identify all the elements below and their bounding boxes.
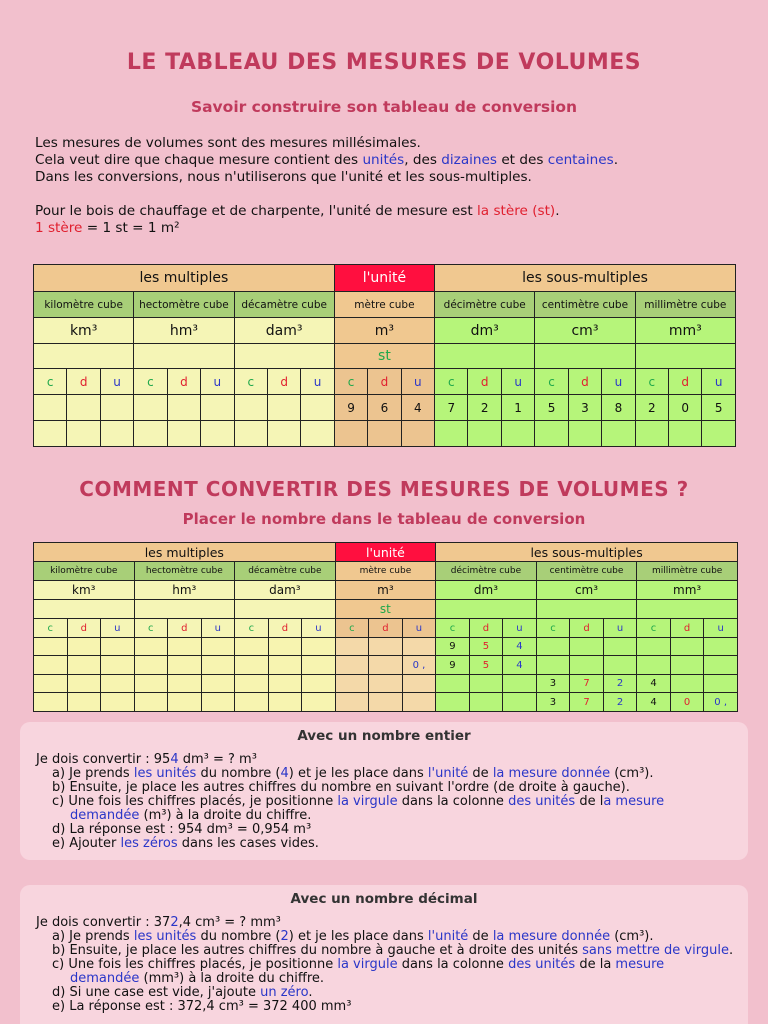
table-cell xyxy=(401,421,434,447)
st-empty xyxy=(134,600,235,619)
cdu-cell: u xyxy=(100,369,133,395)
intro-line-1: Les mesures de volumes sont des mesures millésimales. xyxy=(35,135,421,151)
table-cell xyxy=(268,638,302,656)
cdu-cell: c xyxy=(234,369,267,395)
table-cell xyxy=(335,638,369,656)
cdu-cell: u xyxy=(201,369,234,395)
box-line: a) Je prends les unités du nombre (4) et je les place dans l'unité de la mesure donnée (cm³). xyxy=(52,766,654,781)
page-title: LE TABLEAU DES MESURES DE VOLUMES xyxy=(126,50,642,75)
table-cell xyxy=(301,395,334,421)
table-cell xyxy=(570,638,604,656)
table-cell xyxy=(469,675,503,693)
cdu-cell: u xyxy=(301,369,334,395)
cdu-cell: d xyxy=(67,369,100,395)
table-cell xyxy=(368,421,401,447)
section-subtitle-placer: Placer le nombre dans le tableau de conversion xyxy=(182,510,586,528)
table-cell xyxy=(670,675,704,693)
table-cell xyxy=(704,675,738,693)
intro-line-3: Dans les conversions, nous n'utiliserons que l'unité et les sous-multiples. xyxy=(35,169,532,185)
st-empty xyxy=(34,344,134,369)
symbol-st: st xyxy=(335,600,436,619)
table-cell: 7 xyxy=(570,693,604,712)
table-cell xyxy=(302,675,336,693)
box-text xyxy=(36,916,748,1014)
st-empty xyxy=(235,600,336,619)
st-empty xyxy=(34,600,135,619)
table-cell xyxy=(335,693,369,712)
box-line: Je dois convertir : 372,4 cm³ = ? mm³ xyxy=(36,915,281,930)
table-cell xyxy=(67,693,101,712)
cdu-cell: d xyxy=(468,369,501,395)
cdu-cell: d xyxy=(368,369,401,395)
table-cell xyxy=(235,675,269,693)
table-cell xyxy=(369,656,403,675)
table-cell: 0 xyxy=(669,395,702,421)
cdu-cell: u xyxy=(503,619,537,638)
table-cell xyxy=(167,395,200,421)
cdu-cell: d xyxy=(670,619,704,638)
table-cell: 5 xyxy=(469,656,503,675)
symbol-km3: km³ xyxy=(34,318,134,344)
table-cell xyxy=(535,421,568,447)
table-cell xyxy=(67,656,101,675)
table-cell xyxy=(402,693,436,712)
table-cell: 5 xyxy=(469,638,503,656)
table-cell xyxy=(301,421,334,447)
table-cell: 2 xyxy=(603,675,637,693)
box-line: d) Si une case est vide, j'ajoute un zéro. xyxy=(52,985,313,1000)
table-cell xyxy=(704,638,738,656)
table-cell xyxy=(234,395,267,421)
box-line: demandée (mm³) à la droite du chiffre. xyxy=(70,971,325,986)
symbol-hm3: hm³ xyxy=(134,581,235,600)
header-unite: l'unité xyxy=(334,265,434,292)
st-empty xyxy=(134,344,234,369)
cdu-cell: d xyxy=(568,369,601,395)
name-m3: mètre cube xyxy=(335,562,436,581)
cdu-cell: u xyxy=(302,619,336,638)
cdu-cell: c xyxy=(34,369,67,395)
symbol-dam3: dam³ xyxy=(235,581,336,600)
table-cell xyxy=(469,693,503,712)
table-cell xyxy=(201,421,234,447)
cdu-cell: c xyxy=(334,369,367,395)
name-hm3: hectomètre cube xyxy=(134,292,234,318)
table-cell xyxy=(335,675,369,693)
table-cell xyxy=(335,656,369,675)
table-cell xyxy=(568,421,601,447)
table-cell: 1 xyxy=(501,395,534,421)
section-title-convertir: COMMENT CONVERTIR DES MESURES DE VOLUMES ? xyxy=(79,477,689,501)
table-cell xyxy=(435,421,468,447)
table-cell xyxy=(369,693,403,712)
table-cell: 7 xyxy=(435,395,468,421)
table-cell xyxy=(134,395,167,421)
table-cell: 4 xyxy=(401,395,434,421)
cdu-cell: d xyxy=(168,619,202,638)
table-cell xyxy=(503,693,537,712)
cdu-cell: c xyxy=(536,619,570,638)
table-cell: 5 xyxy=(535,395,568,421)
cdu-cell: u xyxy=(101,619,135,638)
symbol-cm3: cm³ xyxy=(535,318,635,344)
table-cell xyxy=(670,638,704,656)
box-line: Je dois convertir : 954 dm³ = ? m³ xyxy=(36,752,257,767)
box-line: b) Ensuite, je place les autres chiffres du nombre en suivant l'ordre (de droite à gauche). xyxy=(52,780,630,795)
name-dm3: décimètre cube xyxy=(435,292,535,318)
table-cell xyxy=(34,693,68,712)
header-multiples: les multiples xyxy=(34,543,336,562)
table-cell: 7 xyxy=(570,675,604,693)
cdu-cell: c xyxy=(134,619,168,638)
table-cell xyxy=(134,656,168,675)
table-cell: 0 , xyxy=(402,656,436,675)
table-cell: 4 xyxy=(637,675,671,693)
box-line: c) Une fois les chiffres placés, je positionne la virgule dans la colonne des unités de la mesure xyxy=(52,794,665,809)
symbol-mm3: mm³ xyxy=(637,581,738,600)
box-line: e) La réponse est : 372,4 cm³ = 372 400 mm³ xyxy=(52,999,352,1014)
st-empty xyxy=(535,344,635,369)
table-cell: 9 xyxy=(436,656,470,675)
conversion-table-1 xyxy=(33,264,736,447)
table-cell xyxy=(101,693,135,712)
table-cell xyxy=(670,656,704,675)
table-cell xyxy=(436,693,470,712)
st-empty xyxy=(234,344,334,369)
table-cell xyxy=(302,693,336,712)
table-cell xyxy=(201,693,235,712)
page-subtitle: Savoir construire son tableau de conversion xyxy=(190,98,578,116)
table-cell xyxy=(635,421,668,447)
name-mm3: millimètre cube xyxy=(637,562,738,581)
table-cell xyxy=(134,693,168,712)
table-cell xyxy=(201,675,235,693)
intro-line-2: Cela veut dire que chaque mesure contient des unités, des dizaines et des centaines. xyxy=(35,152,619,168)
table-cell xyxy=(34,675,68,693)
table-cell xyxy=(167,421,200,447)
name-hm3: hectomètre cube xyxy=(134,562,235,581)
cdu-cell: u xyxy=(501,369,534,395)
table-cell xyxy=(168,675,202,693)
header-unite: l'unité xyxy=(335,543,436,562)
table-cell: 2 xyxy=(468,395,501,421)
symbol-hm3: hm³ xyxy=(134,318,234,344)
table-cell xyxy=(334,421,367,447)
conversion-table-2 xyxy=(33,542,738,712)
table-cell xyxy=(235,638,269,656)
table-cell xyxy=(570,656,604,675)
name-cm3: centimètre cube xyxy=(535,292,635,318)
table-cell xyxy=(67,675,101,693)
table-cell xyxy=(34,656,68,675)
example-box-entier xyxy=(20,722,748,860)
table-cell xyxy=(669,421,702,447)
table-cell xyxy=(369,638,403,656)
table-cell xyxy=(501,421,534,447)
table-cell xyxy=(34,638,68,656)
box-text xyxy=(36,753,748,851)
cdu-cell: d xyxy=(267,369,300,395)
table-cell xyxy=(168,693,202,712)
table-cell xyxy=(536,638,570,656)
table-cell xyxy=(436,675,470,693)
header-multiples: les multiples xyxy=(34,265,335,292)
cdu-cell: d xyxy=(369,619,403,638)
box-title: Avec un nombre entier xyxy=(297,728,471,744)
table-cell xyxy=(267,395,300,421)
table-cell xyxy=(34,421,67,447)
table-cell: 6 xyxy=(368,395,401,421)
table-cell xyxy=(402,638,436,656)
cdu-cell: d xyxy=(570,619,604,638)
table-cell: 0 , xyxy=(704,693,738,712)
name-km3: kilomètre cube xyxy=(34,562,135,581)
table-cell xyxy=(201,656,235,675)
table-cell: 2 xyxy=(603,693,637,712)
name-dam3: décamètre cube xyxy=(234,292,334,318)
intro-line-5: 1 stère = 1 st = 1 m² xyxy=(35,220,180,236)
table-cell: 4 xyxy=(503,656,537,675)
symbol-dam3: dam³ xyxy=(234,318,334,344)
box-title: Avec un nombre décimal xyxy=(290,891,478,907)
table-cell xyxy=(267,421,300,447)
table-cell: 9 xyxy=(334,395,367,421)
name-cm3: centimètre cube xyxy=(536,562,637,581)
box-line: c) Une fois les chiffres placés, je positionne la virgule dans la colonne des unités de la mesure xyxy=(52,957,665,972)
cdu-cell: u xyxy=(602,369,635,395)
table-cell: 3 xyxy=(536,693,570,712)
table-cell: 4 xyxy=(637,693,671,712)
name-dm3: décimètre cube xyxy=(436,562,537,581)
table-cell xyxy=(268,675,302,693)
table-cell xyxy=(67,638,101,656)
cdu-cell: u xyxy=(704,619,738,638)
table-cell xyxy=(101,675,135,693)
table-cell xyxy=(704,656,738,675)
table-cell xyxy=(702,421,736,447)
st-empty xyxy=(435,344,535,369)
cdu-cell: c xyxy=(134,369,167,395)
table-cell xyxy=(67,421,100,447)
name-dam3: décamètre cube xyxy=(235,562,336,581)
table-cell xyxy=(234,421,267,447)
cdu-cell: d xyxy=(469,619,503,638)
box-line: d) La réponse est : 954 dm³ = 0,954 m³ xyxy=(52,822,312,837)
symbol-st: st xyxy=(334,344,434,369)
table-cell xyxy=(603,656,637,675)
table-cell xyxy=(134,675,168,693)
table-cell xyxy=(602,421,635,447)
table-cell: 5 xyxy=(702,395,736,421)
table-cell xyxy=(235,656,269,675)
table-cell xyxy=(603,638,637,656)
table-cell xyxy=(134,638,168,656)
cdu-cell: c xyxy=(235,619,269,638)
table-cell xyxy=(201,638,235,656)
table-cell xyxy=(637,656,671,675)
header-sous-multiples: les sous-multiples xyxy=(436,543,738,562)
cdu-cell: d xyxy=(268,619,302,638)
intro-line-4: Pour le bois de chauffage et de charpente, l'unité de mesure est la stère (st). xyxy=(35,203,560,219)
table-cell xyxy=(201,395,234,421)
table-cell xyxy=(134,421,167,447)
table-cell xyxy=(503,675,537,693)
table-cell xyxy=(101,638,135,656)
table-cell xyxy=(268,656,302,675)
cdu-cell: d xyxy=(167,369,200,395)
table-cell xyxy=(100,421,133,447)
table-cell xyxy=(468,421,501,447)
st-empty xyxy=(436,600,537,619)
table-cell xyxy=(100,395,133,421)
table-cell: 2 xyxy=(635,395,668,421)
box-line: demandée (m³) à la droite du chiffre. xyxy=(70,808,312,823)
table-cell: 8 xyxy=(602,395,635,421)
cdu-cell: c xyxy=(637,619,671,638)
symbol-m3: m³ xyxy=(335,581,436,600)
cdu-cell: u xyxy=(603,619,637,638)
cdu-cell: c xyxy=(436,619,470,638)
table-cell: 3 xyxy=(536,675,570,693)
cdu-cell: c xyxy=(34,619,68,638)
box-line: a) Je prends les unités du nombre (2) et je les place dans l'unité de la mesure donnée (cm³). xyxy=(52,929,654,944)
symbol-mm3: mm³ xyxy=(635,318,735,344)
example-box-decimal xyxy=(20,885,748,1024)
cdu-cell: c xyxy=(635,369,668,395)
table-cell: 3 xyxy=(568,395,601,421)
table-cell: 4 xyxy=(503,638,537,656)
table-cell xyxy=(168,638,202,656)
st-empty xyxy=(637,600,738,619)
table-cell xyxy=(67,395,100,421)
table-cell xyxy=(101,656,135,675)
symbol-m3: m³ xyxy=(334,318,434,344)
cdu-cell: c xyxy=(435,369,468,395)
table-cell xyxy=(637,638,671,656)
box-line: e) Ajouter les zéros dans les cases vides. xyxy=(52,836,319,851)
table-cell xyxy=(168,656,202,675)
intro-text xyxy=(35,135,735,237)
cdu-cell: u xyxy=(702,369,736,395)
table-cell xyxy=(536,656,570,675)
header-sous-multiples: les sous-multiples xyxy=(435,265,736,292)
cdu-cell: u xyxy=(201,619,235,638)
st-empty xyxy=(536,600,637,619)
cdu-cell: c xyxy=(535,369,568,395)
name-mm3: millimètre cube xyxy=(635,292,735,318)
table-cell xyxy=(402,675,436,693)
table-cell xyxy=(268,693,302,712)
symbol-cm3: cm³ xyxy=(536,581,637,600)
symbol-dm3: dm³ xyxy=(436,581,537,600)
st-empty xyxy=(635,344,735,369)
cdu-cell: d xyxy=(669,369,702,395)
cdu-cell: d xyxy=(67,619,101,638)
symbol-dm3: dm³ xyxy=(435,318,535,344)
cdu-cell: c xyxy=(335,619,369,638)
table-cell xyxy=(369,675,403,693)
table-cell xyxy=(302,638,336,656)
box-line: b) Ensuite, je place les autres chiffres du nombre à gauche et à droite des unités sans mettre de virgule. xyxy=(52,943,734,958)
symbol-km3: km³ xyxy=(34,581,135,600)
name-km3: kilomètre cube xyxy=(34,292,134,318)
table-cell xyxy=(302,656,336,675)
table-cell: 9 xyxy=(436,638,470,656)
cdu-cell: u xyxy=(401,369,434,395)
table-cell: 0 xyxy=(670,693,704,712)
table-cell xyxy=(235,693,269,712)
name-m3: mètre cube xyxy=(334,292,434,318)
cdu-cell: u xyxy=(402,619,436,638)
table-cell xyxy=(34,395,67,421)
